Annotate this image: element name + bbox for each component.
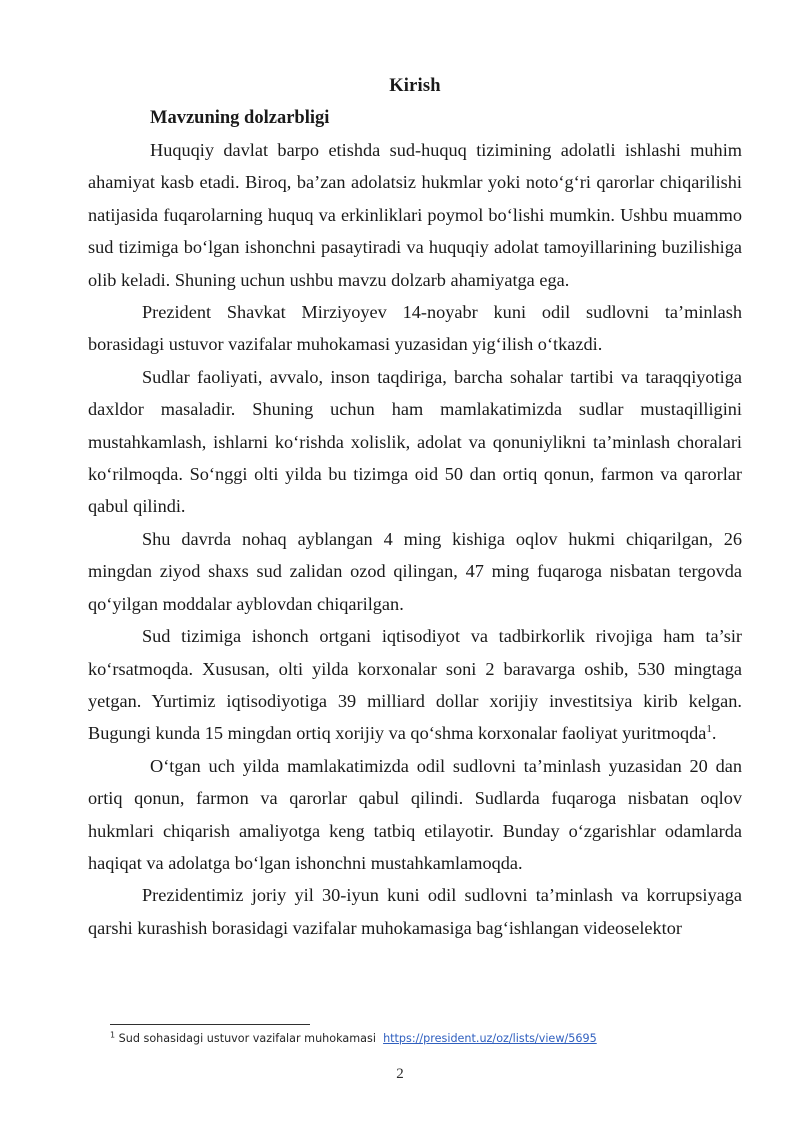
footnote-marker: 1	[110, 1030, 116, 1040]
page-title: Kirish	[389, 76, 441, 96]
paragraph-1: Huquqiy davlat barpo etishda sud-huquq tizimining adolatli ishlashi muhim ahamiyat kasb etadi. Biroq, ba’zan adolatsiz hukmlar yoki noto‘g‘ri qarorlar chiqarilishi natijasida fuqarolarning huquq va erkinliklari poymol bo‘lishi mumkin. Ushbu muammo sud tizimiga bo‘lgan ishonchni pasaytiradi va huquqiy adolat tamoyillarining buzilishiga olib keladi. Shuning uchun ushbu mavzu dolzarb ahamiyatga ega.	[88, 140, 742, 290]
footnote-entry	[110, 1031, 750, 1046]
footnote-label: Sud sohasidagi ustuvor vazifalar muhokamasi	[118, 1032, 376, 1045]
paragraph-5-text: Sud tizimiga ishonch ortgani iqtisodiyot va tadbirkorlik rivojiga ham ta’sir ko‘rsatmoqda. Xususan, olti yilda korxonalar soni 2 baravarga oshib, 530 mingtaga yetgan. Yurtimiz iqtisodiyotiga 39 milliard dollar xorijiy investitsiya kirib kelgan. Bugungi kunda 15 mingdan ortiq xorijiy va qo‘shma korxonalar faoliyat yuritmoqda	[88, 626, 742, 744]
page-content	[88, 70, 742, 944]
footnote-reference-1[interactable]: 1	[706, 723, 712, 736]
paragraph-5	[88, 620, 742, 750]
paragraph-2: Prezident Shavkat Mirziyoyev 14-noyabr kuni odil sudlovni ta’minlash borasidagi ustuvor vazifalar muhokamasi yuzasidan yig‘ilish o‘tkazdi.	[88, 302, 742, 355]
section-heading-mavzuning-dolzarbligi: Mavzuning dolzarbligi	[150, 108, 330, 128]
paragraph-5-terminator: .	[711, 723, 717, 744]
footnote-url-link[interactable]: https://president.uz/oz/lists/view/5695	[383, 1032, 597, 1045]
paragraph-6: O‘tgan uch yilda mamlakatimizda odil sudlovni ta’minlash yuzasidan 20 dan ortiq qonun, farmon va qarorlar qabul qilindi. Sudlarda fuqaroga nisbatan oqlov hukmlari chiqarish amaliyotga keng tatbiq etilayotir. Bunday o‘zgarishlar odamlarda haqiqat va adolatga bo‘lgan ishonchni mustahkamlamoqda.	[88, 755, 742, 873]
footnote-area	[110, 1024, 750, 1046]
footnote-separator-rule	[110, 1024, 310, 1025]
page-number: 2	[396, 1066, 404, 1082]
paragraph-7: Prezidentimiz joriy yil 30-iyun kuni odil sudlovni ta’minlash va korrupsiyaga qarshi kurashish borasidagi vazifalar muhokamasiga bag‘ishlangan videoselektor	[88, 885, 742, 938]
paragraph-3: Sudlar faoliyati, avvalo, inson taqdiriga, barcha sohalar tartibi va taraqqiyotiga daxldor masaladir. Shuning uchun ham mamlakatimizda sudlar mustaqilligini mustahkamlash, ishlarni ko‘rishda xolislik, adolat va qonuniylikni ta’minlash choralari ko‘rilmoqda. So‘nggi olti yilda bu tizimga oid 50 dan ortiq qonun, farmon va qarorlar qabul qilindi.	[88, 366, 742, 517]
paragraph-4: Shu davrda nohaq ayblangan 4 ming kishiga oqlov hukmi chiqarilgan, 26 mingdan ziyod shaxs sud zalidan ozod qilingan, 47 ming fuqaroga nisbatan tergovda qo‘yilgan moddalar ayblovdan chiqarilgan.	[88, 528, 742, 614]
